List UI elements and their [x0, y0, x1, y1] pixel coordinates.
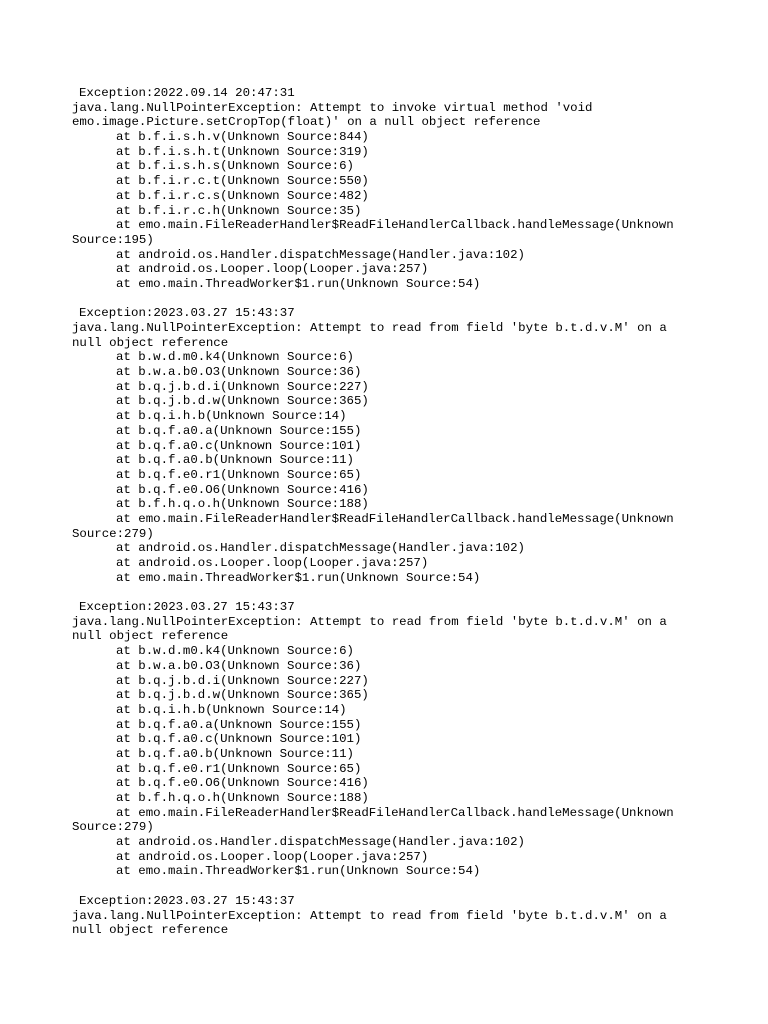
stack-frame: at b.f.h.q.o.h(Unknown Source:188): [116, 497, 369, 512]
stack-frame: at b.q.j.b.d.w(Unknown Source:365): [116, 688, 369, 703]
exception-log: [72, 86, 712, 953]
stack-frame: at emo.main.FileReaderHandler$ReadFileHandlerCallback.handleMessage(Unknown: [116, 805, 674, 820]
exception-message: java.lang.NullPointerException: Attempt to read from field 'byte b.t.d.v.M' on a: [72, 908, 667, 923]
exception-message: java.lang.NullPointerException: Attempt to invoke virtual method 'void: [72, 100, 593, 115]
stack-frame: at b.w.d.m0.k4(Unknown Source:6): [116, 350, 354, 365]
stack-frame: at android.os.Handler.dispatchMessage(Handler.java:102): [116, 541, 525, 556]
stack-frame: at android.os.Looper.loop(Looper.java:257): [116, 262, 429, 277]
stack-frame: at b.f.i.r.c.h(Unknown Source:35): [116, 203, 362, 218]
stack-frame: at b.q.j.b.d.w(Unknown Source:365): [116, 394, 369, 409]
stack-frame: at android.os.Looper.loop(Looper.java:257): [116, 849, 429, 864]
exception-message: null object reference: [72, 923, 229, 938]
exception-entry: [72, 306, 712, 585]
stack-frame: at b.f.i.s.h.s(Unknown Source:6): [116, 159, 354, 174]
stack-frame: at b.f.i.r.c.t(Unknown Source:550): [116, 174, 369, 189]
exception-timestamp: Exception:2023.03.27 15:43:37: [79, 306, 295, 321]
stack-frame: at b.q.f.a0.a(Unknown Source:155): [116, 717, 362, 732]
stack-frame: at b.w.d.m0.k4(Unknown Source:6): [116, 644, 354, 659]
exception-timestamp: Exception:2023.03.27 15:43:37: [79, 893, 295, 908]
stack-frame: at b.q.f.a0.c(Unknown Source:101): [116, 732, 362, 747]
stack-frame: at b.q.f.a0.b(Unknown Source:11): [116, 453, 354, 468]
stack-frame: at emo.main.FileReaderHandler$ReadFileHandlerCallback.handleMessage(Unknown: [116, 511, 674, 526]
stack-frame-continuation: Source:279): [72, 820, 154, 835]
stack-frame: at emo.main.ThreadWorker$1.run(Unknown Source:54): [116, 864, 481, 879]
stack-frame: at android.os.Looper.loop(Looper.java:257): [116, 556, 429, 570]
stack-frame: at android.os.Handler.dispatchMessage(Handler.java:102): [116, 247, 525, 262]
exception-message: null object reference: [72, 629, 229, 644]
stack-frame-continuation: Source:195): [72, 232, 154, 247]
stack-frame: at android.os.Handler.dispatchMessage(Handler.java:102): [116, 835, 525, 850]
exception-message: java.lang.NullPointerException: Attempt to read from field 'byte b.t.d.v.M' on a: [72, 321, 667, 335]
stack-frame: at emo.main.ThreadWorker$1.run(Unknown Source:54): [116, 570, 481, 585]
exception-message: emo.image.Picture.setCropTop(float)' on a null object reference: [72, 115, 541, 130]
stack-frame: at b.q.j.b.d.i(Unknown Source:227): [116, 379, 369, 394]
exception-message: null object reference: [72, 335, 229, 350]
stack-frame: at emo.main.ThreadWorker$1.run(Unknown Source:54): [116, 276, 481, 291]
stack-frame: at b.q.f.e0.O6(Unknown Source:416): [116, 482, 369, 497]
stack-frame: at b.q.f.a0.c(Unknown Source:101): [116, 438, 362, 453]
stack-frame: at b.f.h.q.o.h(Unknown Source:188): [116, 791, 369, 805]
exception-entry: [72, 894, 712, 938]
stack-frame-continuation: Source:279): [72, 526, 154, 541]
stack-frame: at b.q.i.h.b(Unknown Source:14): [116, 702, 347, 717]
stack-frame: at emo.main.FileReaderHandler$ReadFileHandlerCallback.handleMessage(Unknown: [116, 218, 674, 233]
stack-frame: at b.q.f.e0.O6(Unknown Source:416): [116, 776, 369, 791]
stack-frame: at b.f.i.s.h.t(Unknown Source:319): [116, 144, 369, 159]
stack-frame: at b.q.i.h.b(Unknown Source:14): [116, 409, 347, 424]
exception-timestamp: Exception:2022.09.14 20:47:31: [79, 86, 295, 100]
stack-frame: at b.w.a.b0.O3(Unknown Source:36): [116, 658, 362, 673]
stack-frame: at b.f.i.s.h.v(Unknown Source:844): [116, 130, 369, 145]
stack-frame: at b.q.j.b.d.i(Unknown Source:227): [116, 673, 369, 688]
exception-entry: [72, 86, 712, 292]
stack-frame: at b.w.a.b0.O3(Unknown Source:36): [116, 365, 362, 380]
stack-frame: at b.q.f.e0.r1(Unknown Source:65): [116, 761, 362, 776]
stack-frame: at b.q.f.e0.r1(Unknown Source:65): [116, 467, 362, 482]
exception-message: java.lang.NullPointerException: Attempt to read from field 'byte b.t.d.v.M' on a: [72, 614, 667, 629]
stack-frame: at b.q.f.a0.a(Unknown Source:155): [116, 423, 362, 438]
exception-entry: [72, 600, 712, 879]
stack-frame: at b.f.i.r.c.s(Unknown Source:482): [116, 188, 369, 203]
exception-timestamp: Exception:2023.03.27 15:43:37: [79, 600, 295, 615]
stack-frame: at b.q.f.a0.b(Unknown Source:11): [116, 746, 354, 761]
